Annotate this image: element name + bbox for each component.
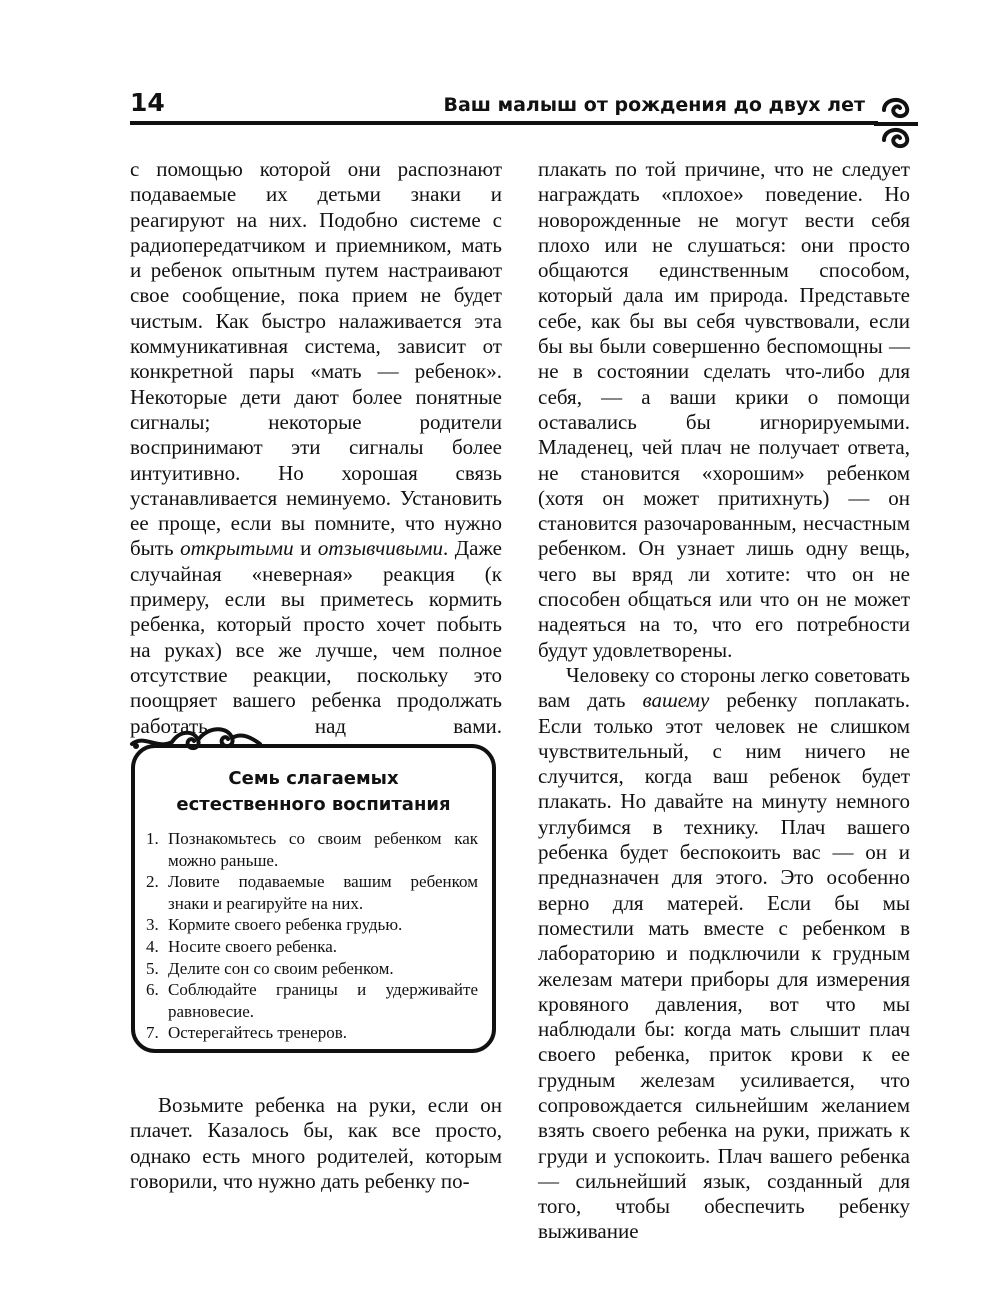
sidebar-box [131,744,496,1053]
paragraph: Возьмите ребенка на руки, если он плачет. Казалось бы, как все просто, однако есть много родителей, которым говорили, что нужно дать ребенку по- [130,1093,502,1193]
paragraph [538,663,910,1245]
header-rule [130,121,878,125]
paragraph [130,157,502,739]
list-number: 1. [146,829,159,848]
running-title: Ваш малыш от рождения до двух лет [443,94,865,116]
scroll-ornament-icon [874,88,924,152]
left-column [130,157,502,739]
list-item [146,828,478,871]
list-text: Соблюдайте границы и удерживайте равновесие. [168,980,478,1021]
list-number: 2. [146,872,159,892]
text-span: с помощью которой они распознают подаваемые их детьми знаки и реагируют на них. Подобно системе с радиопередатчиком и приемником, мать и ребенок опытным путем настраивают свое сообщение, пока прием не будет чистым. Как быстро налаживается эта коммуникативная система, зависит от конкретной пары «мать — ребенок». Некоторые дети дают более понятные сигналы; некоторые родители воспринимают эти сигналы более интуитивно. Но хорошая связь устанавливается неминуемо. Установить ее проще, если вы помните, что нужно быть [130,157,502,561]
list-item [146,936,478,958]
list-number: 6. [146,980,159,1000]
list-number: 4. [146,936,159,956]
list-number: 7. [146,1023,159,1043]
box-title-line: естественного воспитания [176,794,451,815]
paragraph: плакать по той причине, что не следует награждать «плохое» поведение. Но новорожденные не могут вести себя плохо или не слушаться: они просто общаются единственным способом, который дала им природа. Представьте себе, как бы вы себя чувствовали, если бы вы были совершенно беспомощны — не в состоянии сделать что-либо для себя, — а ваши крики о помощи оставались бы игнорируемыми. Младенец, чей плач не получает ответа, не становится «хорошим» ребенком (хотя он может притихнуть) — он становится разочарованным, несчастным ребенком. Он узнает лишь одну вещь, чего вы вряд ли хотите: что он не способен общаться или что он не может надеяться на то, что его потребности будут удовлетворены. [538,157,910,662]
list-text: Остерегайтесь тренеров. [168,1023,348,1043]
list-number: 3. [146,915,159,935]
text-span: ребенку поплакать. Если только этот человек не слишком чувствительный, с ним ничего не случится, когда ваш ребенок будет плакать. Но давайте на минуту немного углубимся в технику. Плач вашего ребенка будет беспокоить вас — он и предназначен для этого. Это особенно верно для матерей. Если бы мы поместили мать вместе с ребенком в лабораторию и подключили к грудным железам матери приборы для измерения кровяного давления, вот что мы наблюдали бы: когда мать слышит плач своего ребенка, приток крови к ее грудным железам усиливается, что сопровождается сильнейшим желанием взять своего ребенка на руки, прижать к груди и успокоить. Плач вашего ребенка — сильнейший язык, созданный для того, чтобы обеспечить ребенку выживание [538,688,910,1244]
list-text: Носите своего ребенка. [168,936,337,956]
page-number: 14 [130,88,165,117]
text-span: . Даже случайная «неверная» реакция (к примеру, если вы приметесь кормить ребенка, который просто хочет побыть на руках) все же лучше, чем полное отсутствие реакции, поскольку это поощряет вашего ребенка продолжать работать над вами. [130,536,502,738]
right-column [538,157,910,1245]
box-title-line: Семь слагаемых [228,768,399,789]
box-title [135,766,492,818]
list-item [146,914,478,936]
left-column-continuation [130,1093,502,1194]
text-span: и [293,536,318,561]
list-text: Ловите подаваемые вашим ребенком знаки и реагируйте на них. [168,872,478,913]
list-number: 5. [146,958,159,978]
text-span: Человеку со стороны легко советовать вам дать [538,662,910,713]
list-item [146,979,478,1022]
list-text: Познакомьтесь со своим ребенком как можно раньше. [168,829,478,870]
emphasis: отзывчивыми [317,536,444,561]
emphasis: открытыми [180,536,294,561]
list-item [146,1022,478,1044]
box-list [135,828,492,1044]
list-text: Кормите своего ребенка грудью. [168,915,403,935]
emphasis: вашему [642,688,710,713]
list-item [146,871,478,914]
list-text: Делите сон со своим ребенком. [168,958,394,978]
list-item [146,958,478,980]
